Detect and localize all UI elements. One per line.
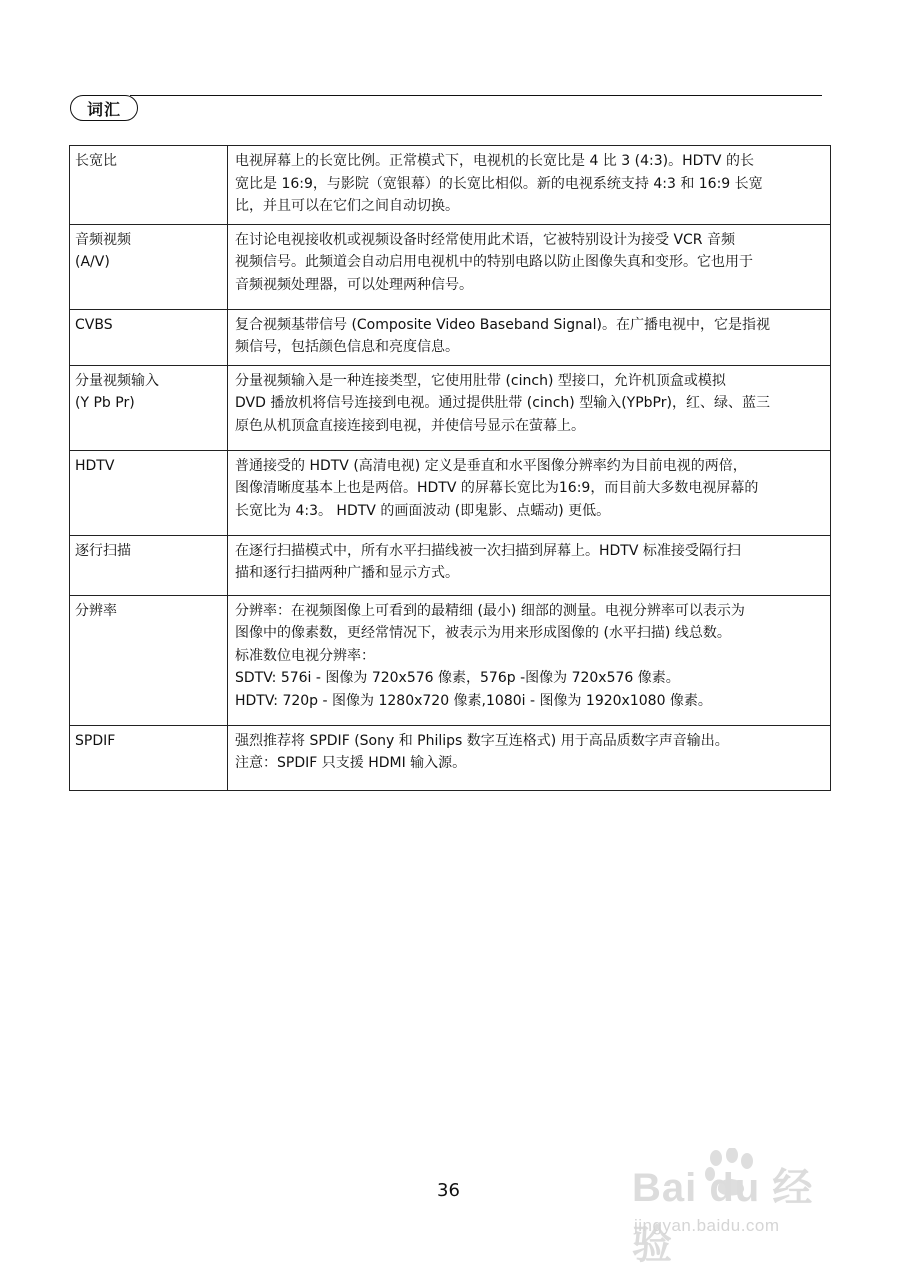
glossary-row [70, 595, 831, 725]
definition-line: 在讨论电视接收机或视频设备时经常使用此术语，它被特别设计为接受 VCR 音频 [235, 231, 735, 248]
definition-line: 音频视频处理器，可以处理两种信号。 [235, 276, 473, 293]
glossary-definition [228, 595, 831, 725]
term-line: 分辨率 [75, 602, 117, 619]
definition-line: 图像中的像素数，更经常情况下，被表示为用来形成图像的 (水平扫描) 线总数。 [235, 625, 731, 641]
term-line: 长宽比 [75, 153, 117, 169]
definition-line: DVD 播放机将信号连接到电视。通过提供肚带 (cinch) 型输入(YPbPr)，红、绿、蓝三 [235, 395, 770, 411]
glossary-row [70, 224, 831, 309]
definition-line: 原色从机顶盒直接连接到电视，并使信号显示在萤幕上。 [235, 417, 585, 434]
definition-line: 电视屏幕上的长宽比例。正常模式下，电视机的长宽比是 4 比 3 (4:3)。HDTV 的长 [235, 153, 754, 169]
definition-line: 分辨率：在视频图像上可看到的最精细 (最小) 细部的测量。电视分辨率可以表示为 [235, 602, 745, 619]
definition-line: 视频信号。此频道会自动启用电视机中的特别电路以防止图像失真和变形。它也用于 [235, 254, 753, 270]
term-line: (Y Pb Pr) [75, 395, 135, 411]
glossary-definition [228, 309, 831, 365]
term-line: 逐行扫描 [75, 542, 131, 559]
definition-line: 在逐行扫描模式中，所有水平扫描线被一次扫描到屏幕上。HDTV 标准接受隔行扫 [235, 542, 741, 559]
glossary-row [70, 146, 831, 225]
glossary-term [70, 309, 228, 365]
watermark-url: jingyan.baidu.com [634, 1216, 780, 1235]
section-header [70, 95, 822, 123]
glossary-term [70, 725, 228, 790]
term-line: HDTV [75, 457, 115, 474]
page-number: 36 [437, 1180, 460, 1201]
definition-line: 分量视频输入是一种连接类型，它使用肚带 (cinch) 型接口，允许机顶盒或模拟 [235, 372, 726, 389]
glossary-term [70, 450, 228, 535]
glossary-row [70, 725, 831, 790]
glossary-definition [228, 146, 831, 225]
glossary-term [70, 224, 228, 309]
definition-line: SDTV: 576i - 图像为 720x576 像素，576p -图像为 720x576 像素。 [235, 670, 680, 686]
definition-line: 宽比是 16:9，与影院（宽银幕）的长宽比相似。新的电视系统支持 4:3 和 16:9 长宽 [235, 175, 763, 192]
definition-line: 普通接受的 HDTV (高清电视) 定义是垂直和水平图像分辨率约为目前电视的两倍， [235, 457, 747, 474]
term-line: 分量视频输入 [75, 372, 159, 389]
glossary-definition [228, 450, 831, 535]
glossary-term [70, 146, 228, 225]
glossary-row [70, 309, 831, 365]
term-line: CVBS [75, 316, 113, 333]
header-rule [130, 95, 822, 96]
definition-line: 强烈推荐将 SPDIF (Sony 和 Philips 数字互连格式) 用于高品质数字声音输出。 [235, 732, 729, 749]
glossary-definition [228, 725, 831, 790]
glossary-definition [228, 365, 831, 450]
definition-line: 频信号，包括颜色信息和亮度信息。 [235, 339, 459, 355]
definition-line: 图像清晰度基本上也是两倍。HDTV 的屏幕长宽比为16:9，而目前大多数电视屏幕的 [235, 480, 759, 496]
definition-line: 标准数位电视分辨率： [235, 647, 375, 664]
definition-line: 长宽比为 4:3。 HDTV 的画面波动 (即鬼影、点蠕动) 更低。 [235, 502, 611, 519]
glossary-term [70, 365, 228, 450]
glossary-row [70, 535, 831, 595]
glossary-body [70, 146, 831, 791]
section-title: 词汇 [86, 99, 121, 119]
glossary-definition [228, 535, 831, 595]
definition-line: HDTV: 720p - 图像为 1280x720 像素,1080i - 图像为 1920x1080 像素。 [235, 692, 712, 709]
definition-line: 复合视频基带信号 (Composite Video Baseband Signal)。在广播电视中，它是指视 [235, 316, 770, 333]
glossary-row [70, 365, 831, 450]
definition-line: 描和逐行扫描两种广播和显示方式。 [235, 565, 459, 581]
section-title-badge [70, 95, 138, 121]
definition-line: 注意：SPDIF 只支援 HDMI 输入源。 [235, 755, 467, 771]
term-line: SPDIF [75, 732, 116, 749]
term-line: 音频视频 [75, 231, 131, 248]
watermark-logo: Bai du 经验 [632, 1166, 814, 1267]
term-line: (A/V) [75, 254, 110, 270]
glossary-table [69, 145, 831, 791]
definition-line: 比，并且可以在它们之间自动切换。 [235, 198, 459, 214]
glossary-definition [228, 224, 831, 309]
baidu-jingyan-watermark [632, 1148, 842, 1267]
glossary-term [70, 535, 228, 595]
glossary-row [70, 450, 831, 535]
glossary-term [70, 595, 228, 725]
